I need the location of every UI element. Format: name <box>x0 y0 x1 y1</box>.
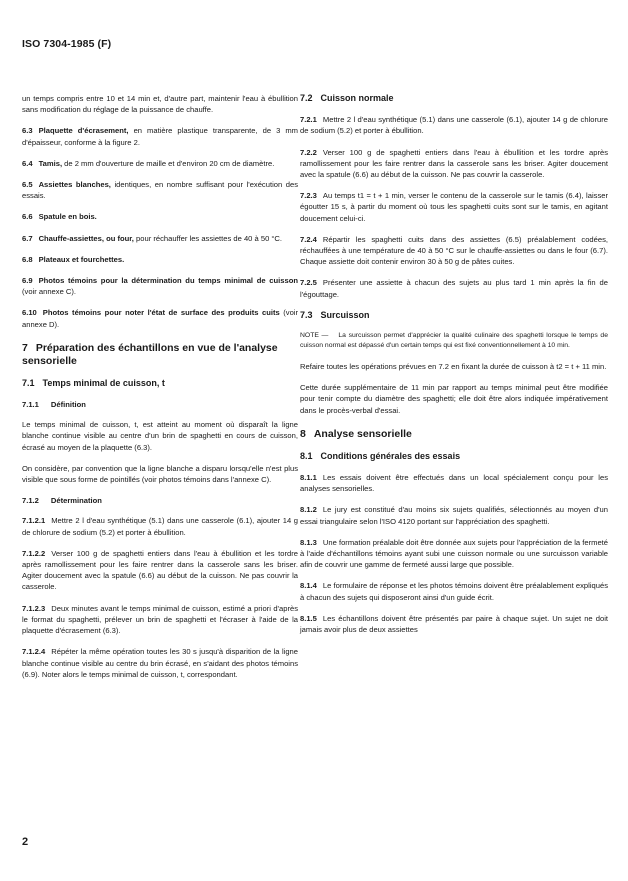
clause-7-2-5: 7.2.5 Présenter une assiette à chacun des sujets au plus tard 1 min après la fin de l'égouttage. <box>300 278 608 299</box>
clause-7-2-3: 7.2.3 Au temps t1 = t + 1 min, verser le contenu de la casserole sur le tamis (6.4), laisser égoutter 15 s, à partir du moment où tous les spaghetti cuits sont sur le tamis, en agitant doucement celui-ci. <box>300 191 608 223</box>
section-7-1-2-heading: 7.1.2 Détermination <box>22 496 102 506</box>
clause-7-2-1: 7.2.1 Mettre 2 l d'eau synthétique (5.1) dans une casserole (6.1), ajouter 14 g de chlorure de sodium (5.2) et porter à ébullition. <box>300 115 608 136</box>
definition-paragraph-2: On considère, par convention que la ligne blanche a disparu lorsqu'elle n'est plus visible que sous forme de pointillés (voir photos témoins dans l'annexe C). <box>22 463 298 485</box>
clause-8-1-2: 8.1.2 Le jury est constitué d'au moins six sujets qualifiés, sélectionnés au moyen d'un essai triangulaire selon l'ISO 4120 portant sur l'appréciation des spaghetti. <box>300 505 608 526</box>
intro-paragraph: un temps compris entre 10 et 14 min et, d'autre part, maintenir l'eau à ébullition sans modification du réglage de la puissance de chauffe. <box>22 94 298 115</box>
clause-7-1-2-3: 7.1.2.3 Deux minutes avant le temps minimal de cuisson, estimé a priori d'après le format du spaghetti, prélever un brin de spaghetti et l'écraser à l'aide de la plaquette d'écrasement (6.3). <box>22 603 298 636</box>
clause-7-2-4: 7.2.4 Répartir les spaghetti cuits dans des assiettes (6.5) préalablement codées, réchauffées à une température de 40 à 50 °C sur le chauffe-assiettes ou dans le four (6.7). Chaque assiette doit contenir environ 30 à 50 g de pâtes cuites. <box>300 234 608 267</box>
surcuisson-note: NOTE — La surcuisson permet d'apprécier la qualité culinaire des spaghetti lorsque le temps de cuisson normal est dépassé d'un certain temps qui est fixé conventionnellement à 10 min. <box>300 332 608 350</box>
definition-paragraph-1: Le temps minimal de cuisson, t, est atteint au moment où disparaît la ligne blanche continue visible au centre d'un brin de spaghetti en cours de cuisson, écrasé au moyen de la plaquette (6.3). <box>22 420 298 452</box>
clause-6-6: 6.6 Spatule en bois. <box>22 212 97 222</box>
section-7-1-1-heading: 7.1.1 Définition <box>22 400 86 410</box>
clause-7-1-2-1: 7.1.2.1 Mettre 2 l d'eau synthétique (5.1) dans une casserole (6.1), ajouter 14 g de chlorure de sodium (5.2) et porter à ébullition. <box>22 516 298 537</box>
surcuisson-paragraph-2: Cette durée supplémentaire de 11 min par rapport au temps minimal peut être modifiée pour tenir compte du diamètre des spaghetti; elle doit être alors indiquée impérativement dans le procès-verbal d'essai. <box>300 383 608 415</box>
clause-6-5: 6.5 Assiettes blanches, identiques, en nombre suffisant pour l'exécution des essais. <box>22 180 299 201</box>
clause-6-7: 6.7 Chauffe-assiettes, ou four, pour réchauffer les assiettes de 40 à 50 °C. <box>22 233 283 243</box>
section-7-1-heading: 7.1 Temps minimal de cuisson, t <box>22 377 165 388</box>
section-8-1-heading: 8.1 Conditions générales des essais <box>300 450 461 461</box>
section-7-3-heading: 7.3 Surcuisson <box>300 309 370 320</box>
clause-6-10: 6.10 Photos témoins pour noter l'état de surface des produits cuits (voir annexe D). <box>22 308 299 329</box>
clause-7-1-2-2: 7.1.2.2 Verser 100 g de spaghetti entiers dans l'eau à ébullition et les tordre après ramollissement pour les faire rentrer dans la casserole sans les briser. Agiter doucement avec la spatule (6.6) au début de la cuisson. Ne pas couvrir la casserole. <box>22 548 298 592</box>
section-8-heading: 8 Analyse sensorielle <box>300 427 412 440</box>
clause-6-9: 6.9 Photos témoins pour la détermination du temps minimal de cuisson (voir annexe C). <box>22 276 298 297</box>
clause-6-4: 6.4 Tamis, de 2 mm d'ouverture de maille et d'environ 20 cm de diamètre. <box>22 158 275 168</box>
document-header: ISO 7304-1985 (F) <box>22 38 112 50</box>
clause-7-1-2-4: 7.1.2.4 Répéter la même opération toutes les 30 s jusqu'à disparition de la ligne blanche continue visible au centre du brin écrasé, en s'aidant des photos témoins (6.9). Noter alors le temps minimal de cuisson, t, correspondant. <box>22 647 298 679</box>
clause-8-1-5: 8.1.5 Les échantillons doivent être présentés par paire à chaque sujet. Un sujet ne doit jamais avoir plus de deux assiettes <box>300 613 608 635</box>
clause-7-2-2: 7.2.2 Verser 100 g de spaghetti entiers dans l'eau à ébullition et les tordre après ramollissement pour les faire rentrer dans la casserole sans les briser. Agiter doucement avec la spatule (6.6) au début de la cuisson. Ne pas couvrir la casserole. <box>300 147 608 180</box>
right-column <box>300 93 608 645</box>
section-7-heading: 7 Préparation des échantillons en vue de l'analyse sensorielle <box>22 341 278 367</box>
section-7-2-heading: 7.2 Cuisson normale <box>300 93 394 103</box>
clause-8-1-4: 8.1.4 Le formulaire de réponse et les photos témoins doivent être préalablement expliqués à chacun des sujets qui disposeront ainsi d'un guide écrit. <box>300 581 608 602</box>
surcuisson-paragraph-1: Refaire toutes les opérations prévues en 7.2 en fixant la durée de cuisson à t2 = t + 11 min. <box>300 362 607 372</box>
clause-8-1-3: 8.1.3 Une formation préalable doit être donnée aux sujets pour l'appréciation de la fermeté à l'aide d'échantillons témoins ayant subi une cuisson normale ou une surcuisson variable afin de couvrir une gamme de fermeté aussi large que possible. <box>300 537 608 570</box>
page-number: 2 <box>22 836 29 848</box>
clause-6-8: 6.8 Plateaux et fourchettes. <box>22 254 125 264</box>
clause-6-3: 6.3 Plaquette d'écrasement, en matière plastique transparente, de 3 mm d'épaisseur, conforme à la figure 2. <box>22 126 298 147</box>
clause-8-1-1: 8.1.1 Les essais doivent être effectués dans un local spécialement conçu pour les analyses sensorielles. <box>300 473 608 494</box>
left-column <box>22 93 298 690</box>
